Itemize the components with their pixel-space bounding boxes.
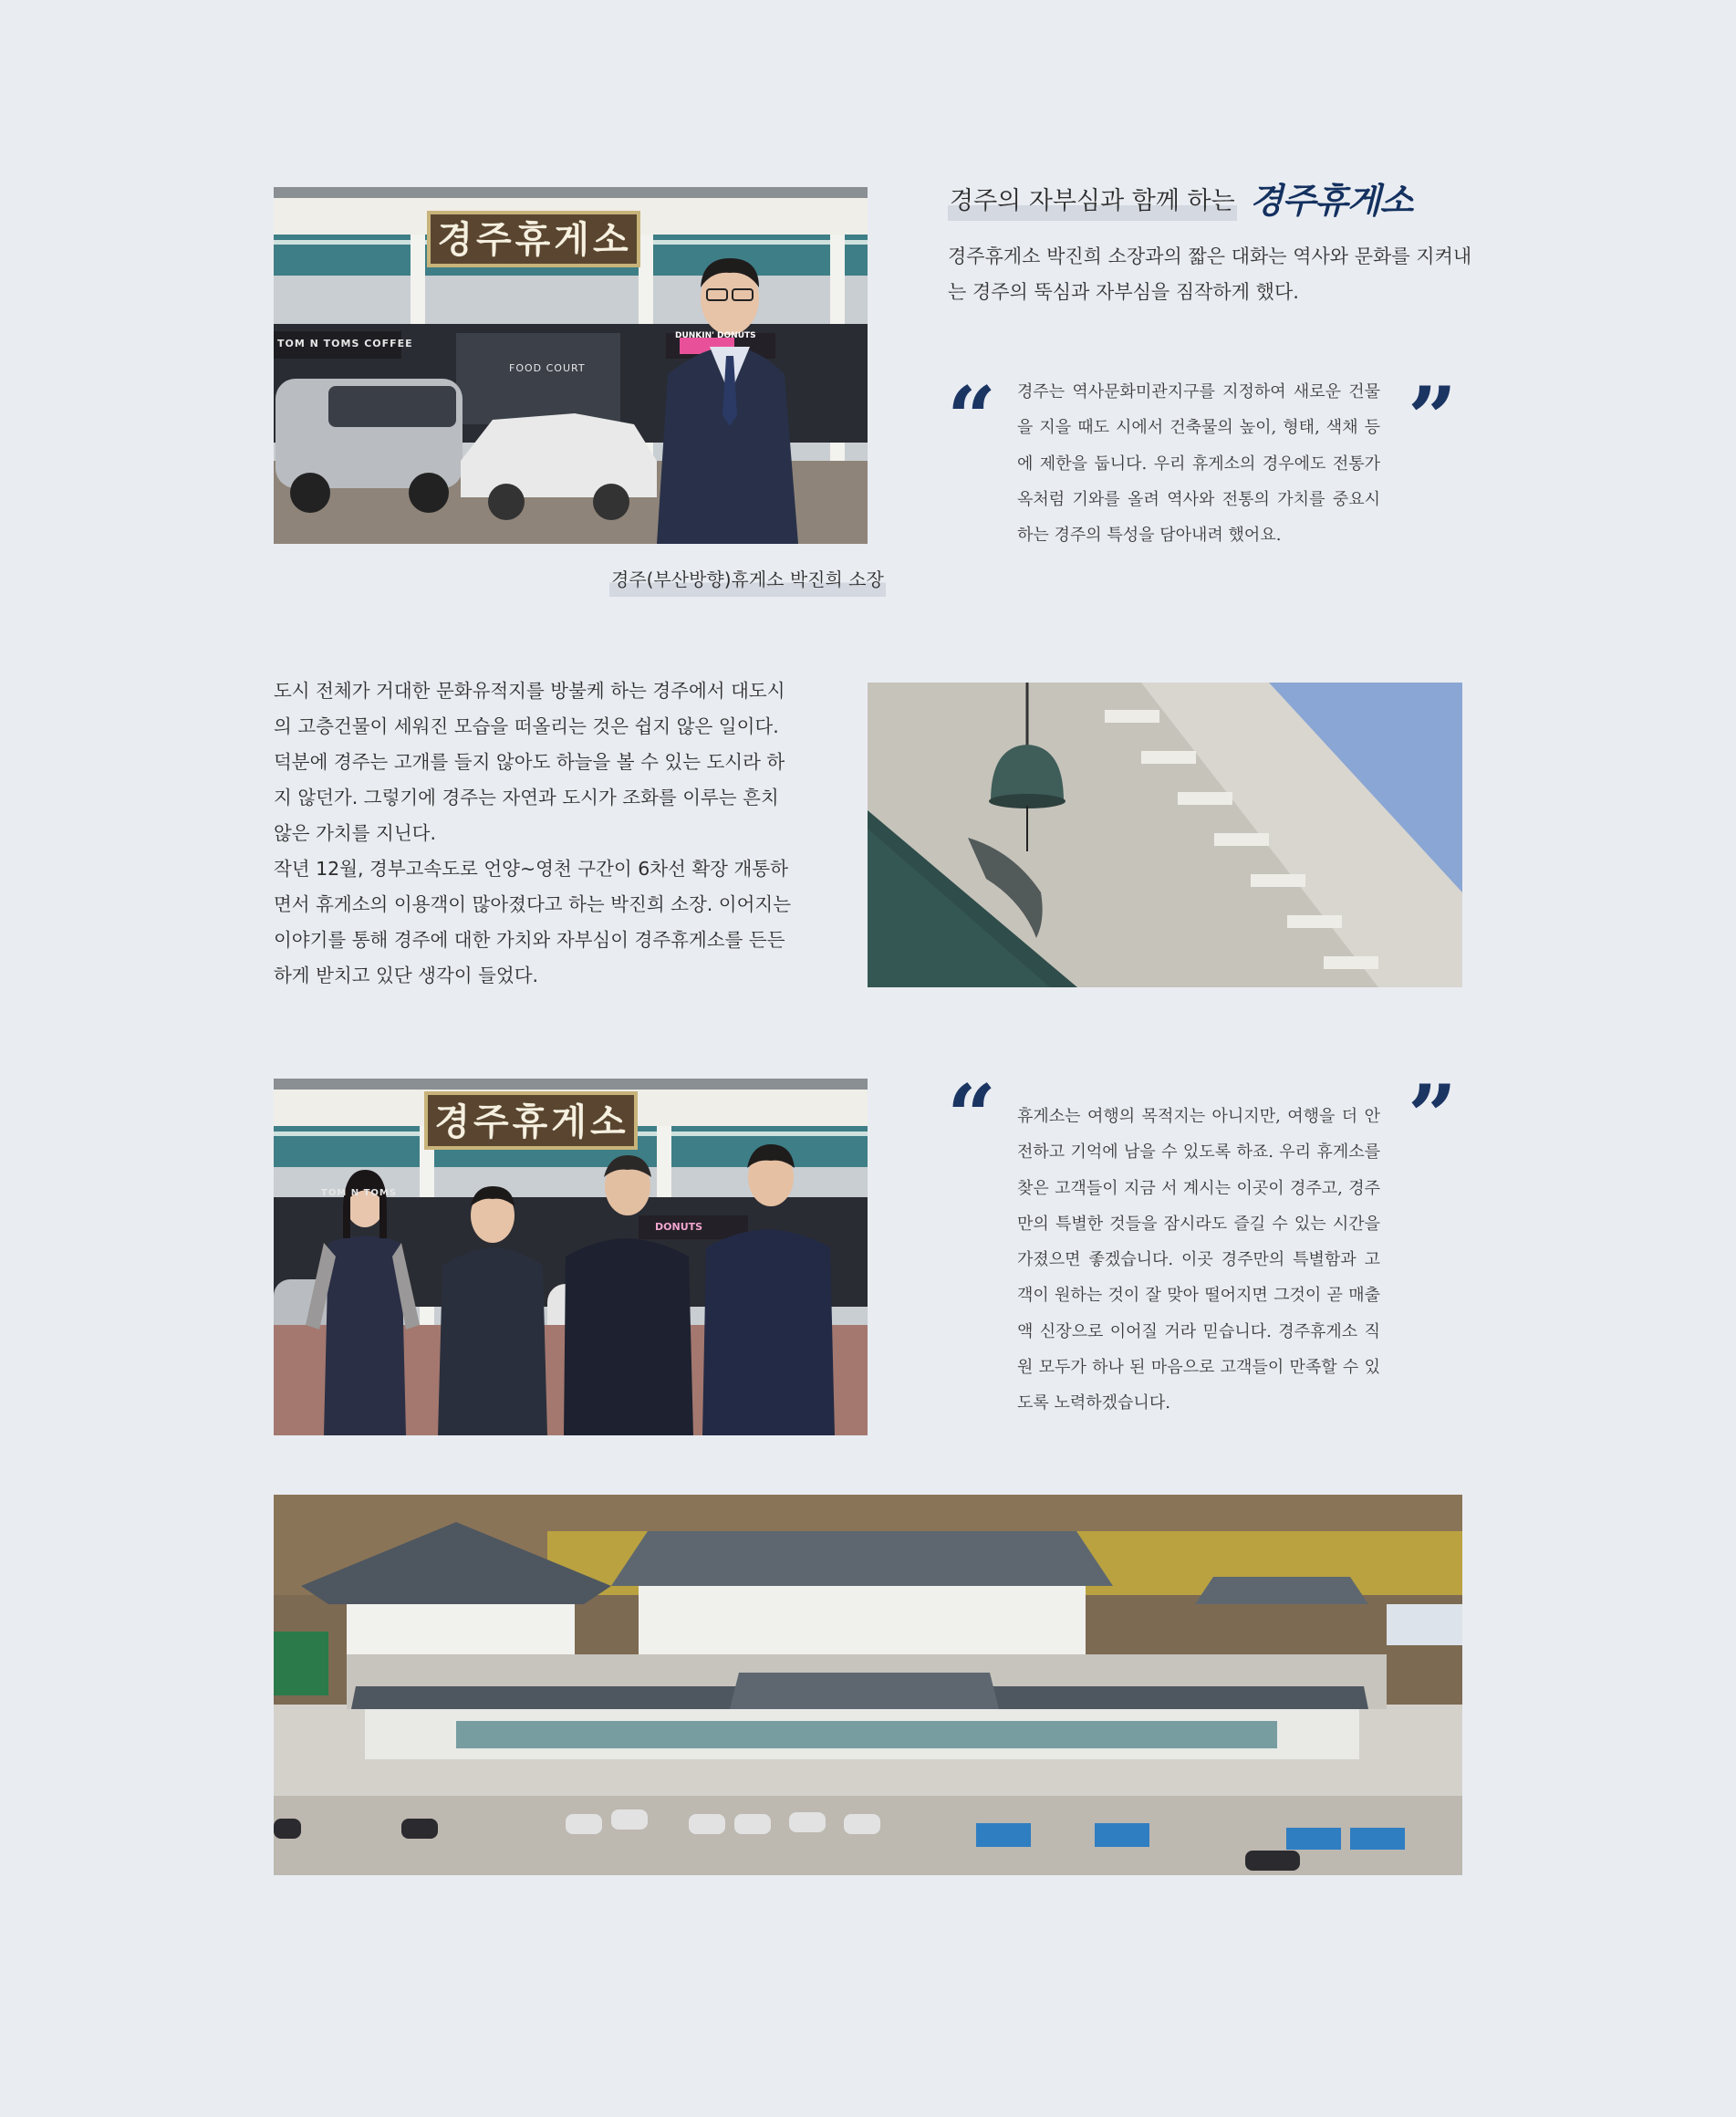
shop-sign-foodcourt: FOOD COURT — [509, 362, 586, 374]
quote-close-icon: ” — [1408, 369, 1450, 469]
shop-sign-dunkin: DUNKIN' DONUTS — [675, 331, 756, 340]
heading-script: 경주휴게소 — [1249, 180, 1413, 221]
photo-wind-bell — [868, 683, 1462, 987]
heading-plain: 경주의 자부심과 함께 하는 — [948, 186, 1237, 221]
photo-staff-group — [274, 1079, 868, 1435]
sign-board-text-2: 경주휴게소 — [434, 1101, 629, 1143]
photo-aerial-rest-area — [274, 1495, 1462, 1875]
intro-paragraph: 경주휴게소 박진희 소장과의 짧은 대화는 역사와 문화를 지켜내는 경주의 뚝심과 자부심을 짐작하게 했다. — [948, 245, 1472, 303]
shop-sign-tomntoms-2: TOM N TOMS — [321, 1188, 398, 1198]
quote-open-icon: “ — [947, 369, 990, 469]
body-paragraph-2: 작년 12월, 경부고속도로 언양~영천 구간이 6차선 확장 개통하면서 휴게소의 이용객이 많아졌다고 하는 박진희 소장. 이어지는 이야기를 통해 경주에 대한 가치와 자부심이 경주휴게소를 든든하게 받치고 있단 생각이 들었다. — [274, 858, 792, 986]
photo-manager-portrait — [274, 187, 868, 544]
quote-text-1: 경주는 역사문화미관지구를 지정하여 새로운 건물을 지을 때도 시에서 건축물의 높이, 형태, 색채 등에 제한을 둡니다. 우리 휴게소의 경우에도 전통가옥처럼 기와를 올려 역사와 전통의 가치를 중요시하는 경주의 특성을 담아내려 했어요. — [1017, 382, 1380, 546]
quote-open-icon-2: “ — [947, 1067, 990, 1167]
body-paragraph-1: 도시 전체가 거대한 문화유적지를 방불케 하는 경주에서 대도시의 고층건물이 세워진 모습을 떠올리는 것은 쉽지 않은 일이다. 덕분에 경주는 고개를 들지 않아도 하늘을 볼 수 있는 도시라 하지 않던가. 그렇기에 경주는 자연과 도시가 조화를 이루는 흔치 않은 가치를 지닌다. — [274, 680, 785, 844]
quote-text-2: 휴게소는 여행의 목적지는 아니지만, 여행을 더 안전하고 기억에 남을 수 있도록 하죠. 우리 휴게소를 찾은 고객들이 지금 서 계시는 이곳이 경주고, 경주만의 특별한 것들을 잠시라도 즐길 수 있는 시간을 가졌으면 좋겠습니다. 이곳 경주만의 특별함과 고객이 원하는 것이 잘 맞아 떨어지면 그것이 곧 매출액 신장으로 이어질 거라 믿습니다. 경주휴게소 직원 모두가 하나 된 마음으로 고객들이 만족할 수 있도록 노력하겠습니다. — [1017, 1107, 1380, 1413]
quote-close-icon-2: ” — [1408, 1067, 1450, 1167]
sign-board-text: 경주휴게소 — [437, 219, 632, 261]
shop-sign-tomntoms: TOM N TOMS COFFEE — [277, 338, 413, 349]
photo-caption: 경주(부산방향)휴게소 박진희 소장 — [609, 566, 886, 597]
shop-sign-donuts: DONUTS — [655, 1221, 703, 1233]
section-heading — [948, 175, 1412, 221]
